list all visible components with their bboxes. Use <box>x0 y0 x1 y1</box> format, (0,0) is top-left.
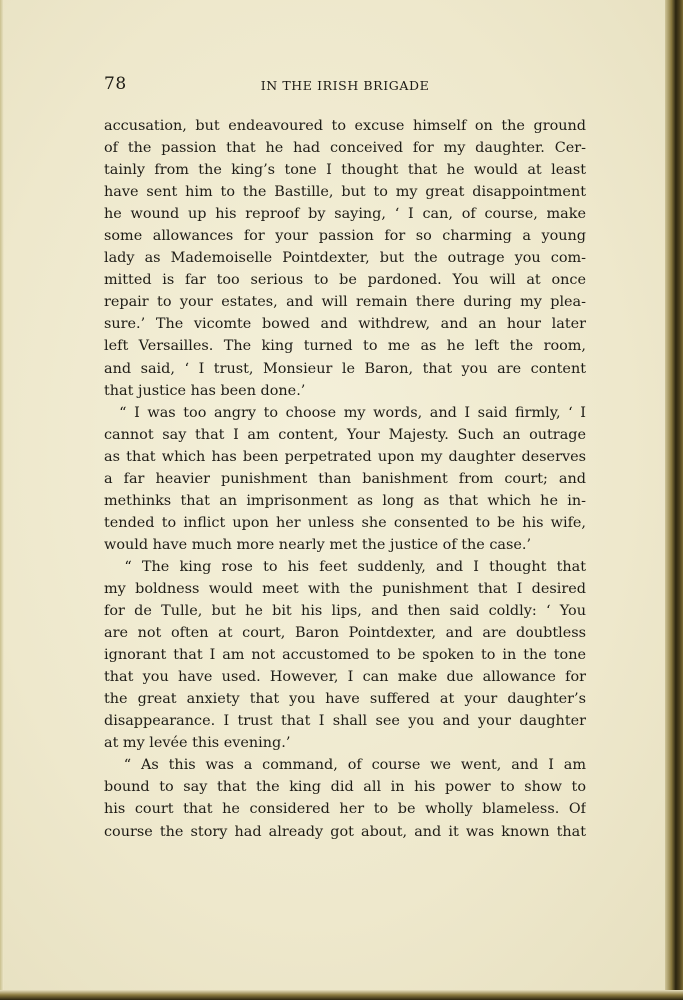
text-line: mitted is far too serious to be pardoned. You will at once <box>104 272 586 289</box>
text-line: of the passion that he had conceived for my daughter. Cer- <box>104 140 586 157</box>
text-line: a far heavier punishment than banishment from court; and <box>104 470 586 487</box>
text-line: and said, ‘ I trust, Monsieur le Baron, that you are content <box>104 360 586 377</box>
text-line: his court that he considered her to be wholly blameless. Of <box>104 801 586 818</box>
page-number: 78 <box>104 74 127 94</box>
text-line: lady as Mademoiselle Pointdexter, but the outrage you com- <box>104 250 586 267</box>
text-line: course the story had already got about, and it was known that <box>104 823 586 840</box>
text-line: are not often at court, Baron Pointdexter, and are doubtless <box>104 625 586 642</box>
body-text <box>104 115 586 843</box>
text-line: at my levée this evening.’ <box>104 735 291 752</box>
page-bottom-edge <box>0 990 683 1000</box>
page-left-edge <box>0 0 4 1000</box>
text-line: “ I was too angry to choose my words, and I said firmly, ‘ I <box>104 404 586 421</box>
text-line: the great anxiety that you have suffered at your daughter’s <box>104 691 586 708</box>
text-line: bound to say that the king did all in his power to show to <box>104 779 586 796</box>
text-line: as that which has been perpetrated upon my daughter deserves <box>104 448 586 465</box>
text-line: “ As this was a command, of course we went, and I am <box>104 757 586 774</box>
running-head: IN THE IRISH BRIGADE <box>260 78 430 93</box>
text-line: cannot say that I am content, Your Majesty. Such an outrage <box>104 426 586 443</box>
text-line: have sent him to the Bastille, but to my great disappointment <box>104 184 586 201</box>
page-header <box>104 74 586 100</box>
text-line: ignorant that I am not accustomed to be spoken to in the tone <box>104 647 586 664</box>
text-line: that justice has been done.’ <box>104 382 306 399</box>
text-line: tainly from the king’s tone I thought that he would at least <box>104 162 586 179</box>
text-line: some allowances for your passion for so charming a young <box>104 228 586 245</box>
text-line: he wound up his reproof by saying, ‘ I can, of course, make <box>104 206 586 223</box>
text-line: for de Tulle, but he bit his lips, and then said coldly: ‘ You <box>104 603 586 620</box>
text-line: my boldness would meet with the punishment that I desired <box>104 580 586 597</box>
text-line: methinks that an imprisonment as long as that which he in- <box>104 492 586 509</box>
text-line: sure.’ The vicomte bowed and withdrew, and an hour later <box>104 316 586 333</box>
text-line: left Versailles. The king turned to me as he left the room, <box>104 338 586 355</box>
text-line: “ The king rose to his feet suddenly, and I thought that <box>104 558 586 575</box>
text-line: would have much more nearly met the justice of the case.’ <box>104 536 532 553</box>
book-spine-edge <box>665 0 683 1000</box>
text-line: tended to inflict upon her unless she consented to be his wife, <box>104 514 586 531</box>
text-line: that you have used. However, I can make due allowance for <box>104 669 586 686</box>
text-line: disappearance. I trust that I shall see you and your daughter <box>104 713 586 730</box>
text-line: repair to your estates, and will remain there during my plea- <box>104 294 586 311</box>
text-line: accusation, but endeavoured to excuse himself on the ground <box>104 118 586 134</box>
